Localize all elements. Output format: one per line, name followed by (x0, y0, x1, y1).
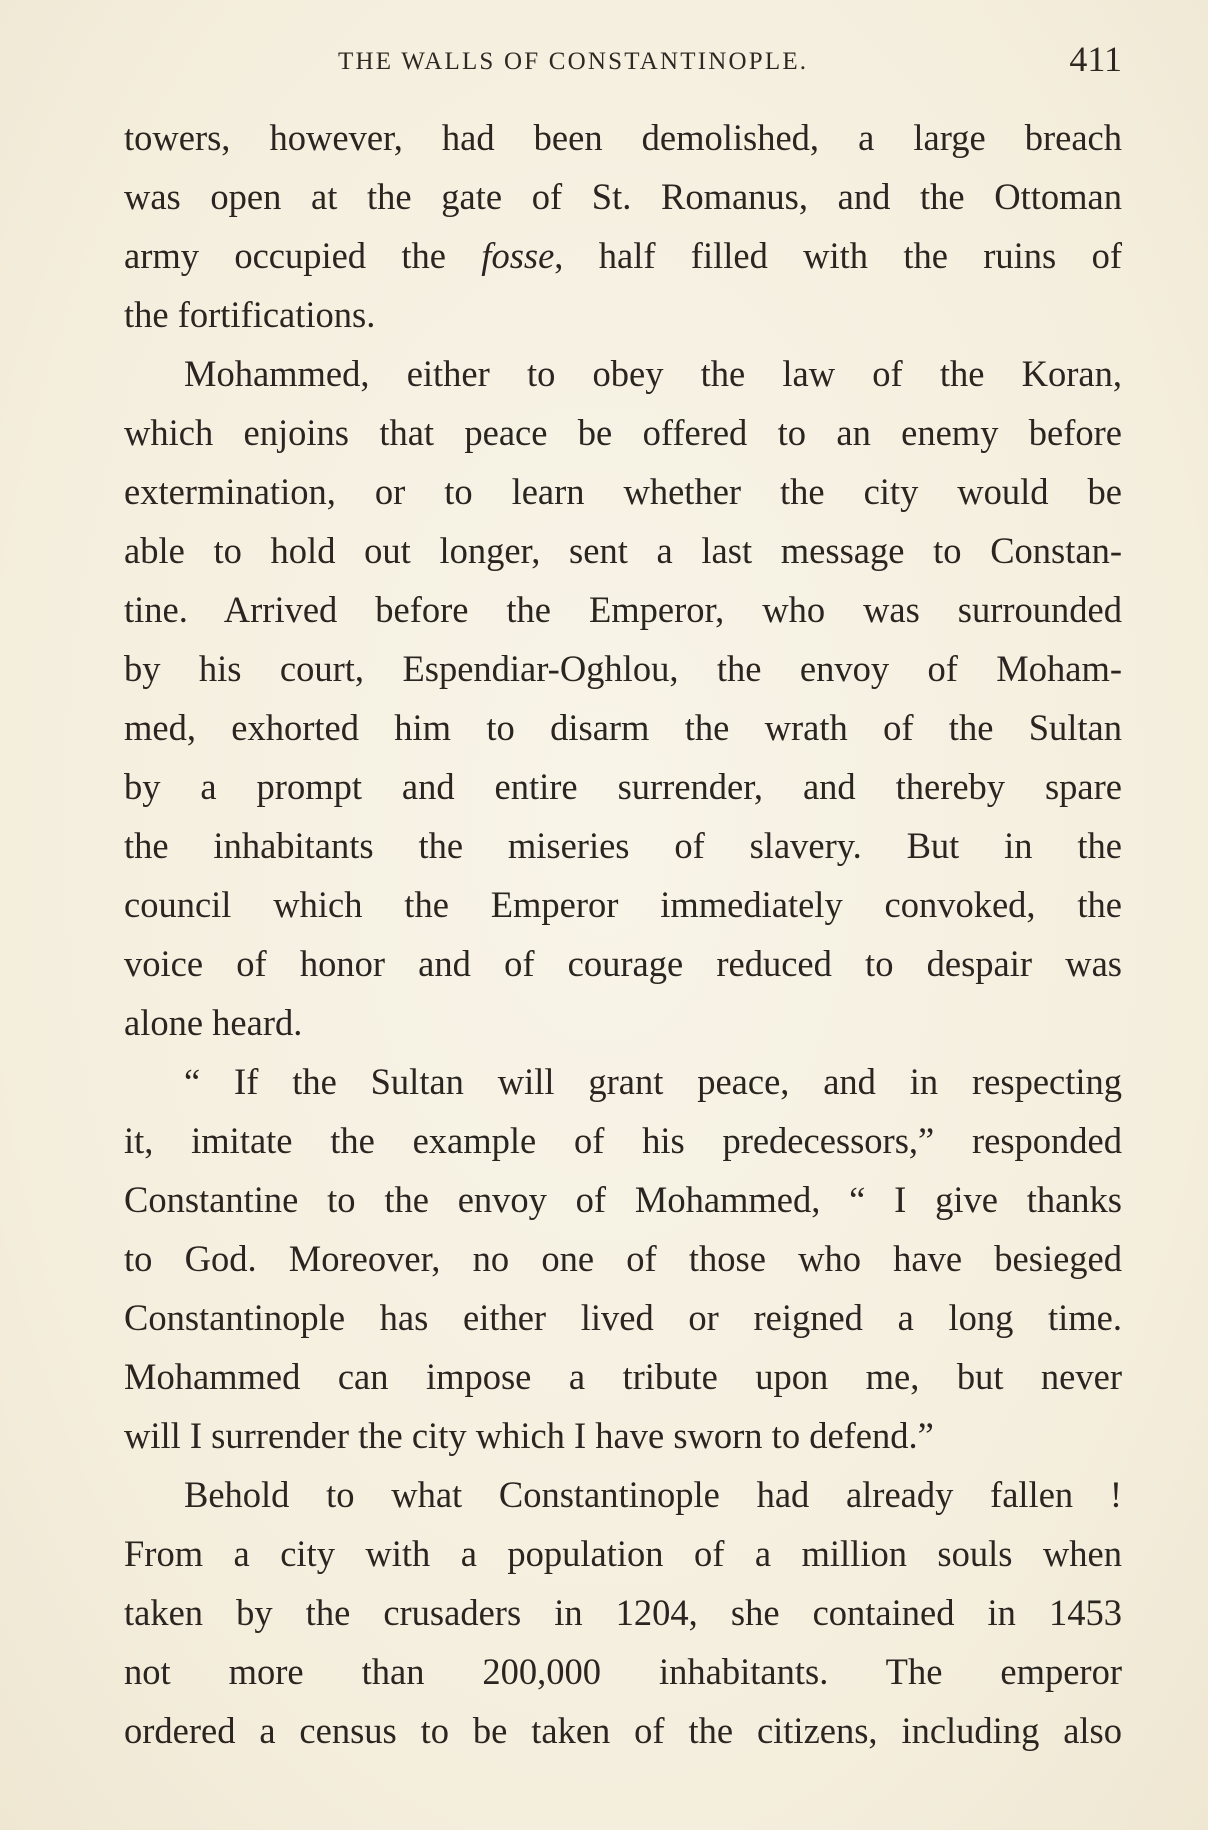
text-line: council which the Emperor immediately convoked, the (124, 884, 1122, 925)
paragraph-start-line: “ If the Sultan will grant peace, and in respecting (184, 1061, 1122, 1102)
text-line: tine. Arrived before the Emperor, who was surrounded (124, 589, 1122, 630)
text-line: it, imitate the example of his predecessors,” responded (124, 1120, 1122, 1161)
text-line: which enjoins that peace be offered to an enemy before (124, 412, 1122, 453)
text-line: by a prompt and entire surrender, and thereby spare (124, 766, 1122, 807)
text-line: Constantinople has either lived or reigned a long time. (124, 1297, 1122, 1338)
page-number: 411 (1069, 39, 1122, 79)
paragraph-start-line: Behold to what Constantinople had already fallen ! (184, 1474, 1122, 1515)
text-line: to God. Moreover, no one of those who have besieged (124, 1238, 1122, 1279)
text-line: extermination, or to learn whether the city would be (124, 471, 1122, 512)
text-line: Constantine to the envoy of Mohammed, “ I give thanks (124, 1179, 1122, 1220)
text-line: towers, however, had been demolished, a large breach (124, 117, 1122, 158)
text-line: voice of honor and of courage reduced to despair was (124, 943, 1122, 984)
text-line: med, exhorted him to disarm the wrath of the Sultan (124, 707, 1122, 748)
text-line: the fortifications. (124, 294, 376, 335)
text-line: ordered a census to be taken of the citizens, including also (124, 1710, 1122, 1751)
text-line: taken by the crusaders in 1204, she contained in 1453 (124, 1592, 1122, 1633)
text-line: able to hold out longer, sent a last message to Constan- (124, 530, 1122, 571)
text-line: the inhabitants the miseries of slavery. But in the (124, 825, 1122, 866)
text-line: will I surrender the city which I have sworn to defend.” (124, 1415, 934, 1456)
running-title: THE WALLS OF CONSTANTINOPLE. (338, 48, 809, 75)
text-line: alone heard. (124, 1002, 303, 1043)
text-line: by his court, Espendiar-Oghlou, the envoy of Moham- (124, 648, 1122, 689)
italic-term: fosse (481, 235, 555, 276)
text-line: not more than 200,000 inhabitants. The emperor (124, 1651, 1122, 1692)
body-text (124, 108, 1122, 1760)
page-header (122, 38, 1122, 88)
text-line: was open at the gate of St. Romanus, and the Ottoman (124, 176, 1122, 217)
text-line: From a city with a population of a million souls when (124, 1533, 1122, 1574)
text-line: Mohammed can impose a tribute upon me, but never (124, 1356, 1122, 1397)
text-line: army occupied the fosse, half filled with the ruins of (124, 235, 1122, 276)
paragraph-start-line: Mohammed, either to obey the law of the Koran, (184, 353, 1122, 394)
